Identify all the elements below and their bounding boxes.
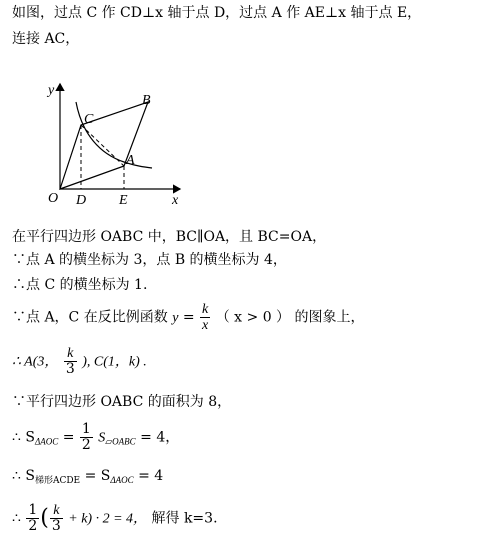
l9-open-paren: ( [40,505,49,531]
l9-solve: 解得 k=3. [151,510,218,527]
parallelogram-oabc [60,102,148,189]
fraction-numerator: 1 [81,421,91,437]
fraction-denominator: x [202,318,209,333]
fraction-k-over-3 [64,346,77,377]
l7-s: S [98,430,106,446]
solution-line-1: 在平行四边形 OABC 中，BC∥OA，且 BC=OA， [12,229,327,245]
label-e: E [119,193,128,208]
l7-sub2: ▱OABC [105,436,136,447]
l9-prefix: ∴ [12,510,21,527]
fraction-numerator: k [64,346,77,362]
fraction-denominator: 3 [51,518,61,534]
fraction-one-half [80,422,93,453]
solution-line-6: ∵平行四边形 OABC 的面积为 8， [12,394,232,410]
solution-line-9 [12,503,218,534]
fraction-numerator: 1 [28,502,38,518]
l7-eq: = [58,429,79,446]
label-y: y [48,83,55,98]
label-b: B [142,93,151,108]
fraction-one-half-b [26,503,39,534]
l4-y: y [172,310,179,326]
solution-line-3: ∴点 C 的横坐标为 1. [12,277,148,293]
intro-line-1: 如图，过点 C 作 CD⊥x 轴于点 D，过点 A 作 AE⊥x 轴于点 E， [12,5,422,21]
l8-sub2: ΔAOC [110,475,134,485]
l8-prefix: ∴ S [12,468,35,484]
solution-line-2: ∵点 A 的横坐标为 3，点 B 的横坐标为 4， [12,252,287,268]
fraction-denominator: 3 [65,361,75,377]
fraction-k-over-3-b [50,503,63,534]
segment-ac [81,125,124,166]
solution-line-5 [12,346,147,377]
solution-line-4 [12,302,365,333]
label-x: x [172,193,179,208]
label-a: A [126,153,135,168]
l4-prefix: ∵点 A，C 在反比例函数 [12,309,168,326]
l9-mid: + k) · 2 = 4， [68,511,148,527]
intro-line-2: 连接 AC， [12,31,80,47]
l4-suffix: 的图象上， [294,309,365,326]
l4-condition: （ x > 0 ） [215,309,291,326]
label-o: O [48,191,59,206]
label-d: D [76,193,87,208]
l8-tail: = 4 [133,468,164,484]
fraction-numerator: k [202,302,209,317]
solution-line-8 [12,467,163,490]
l5-suffix: ), C(1，k) . [82,354,147,370]
geometry-figure [40,78,200,213]
l8-sub1: 梯形ACDE [34,476,81,486]
l7-sub1: ΔAOC [34,436,59,447]
fraction-denominator: 2 [81,437,91,453]
solution-line-7 [12,422,179,453]
fraction-numerator: k [50,503,63,519]
l4-eq: = [182,309,195,326]
l8-mid: = S [80,468,111,484]
fraction-denominator: 2 [28,518,38,534]
l7-prefix: ∴ S [12,429,35,446]
l5-prefix: ∴ A(3， [12,354,59,370]
l7-tail: = 4， [135,429,180,446]
fraction-k-over-x [200,302,210,333]
label-c: C [84,112,94,127]
